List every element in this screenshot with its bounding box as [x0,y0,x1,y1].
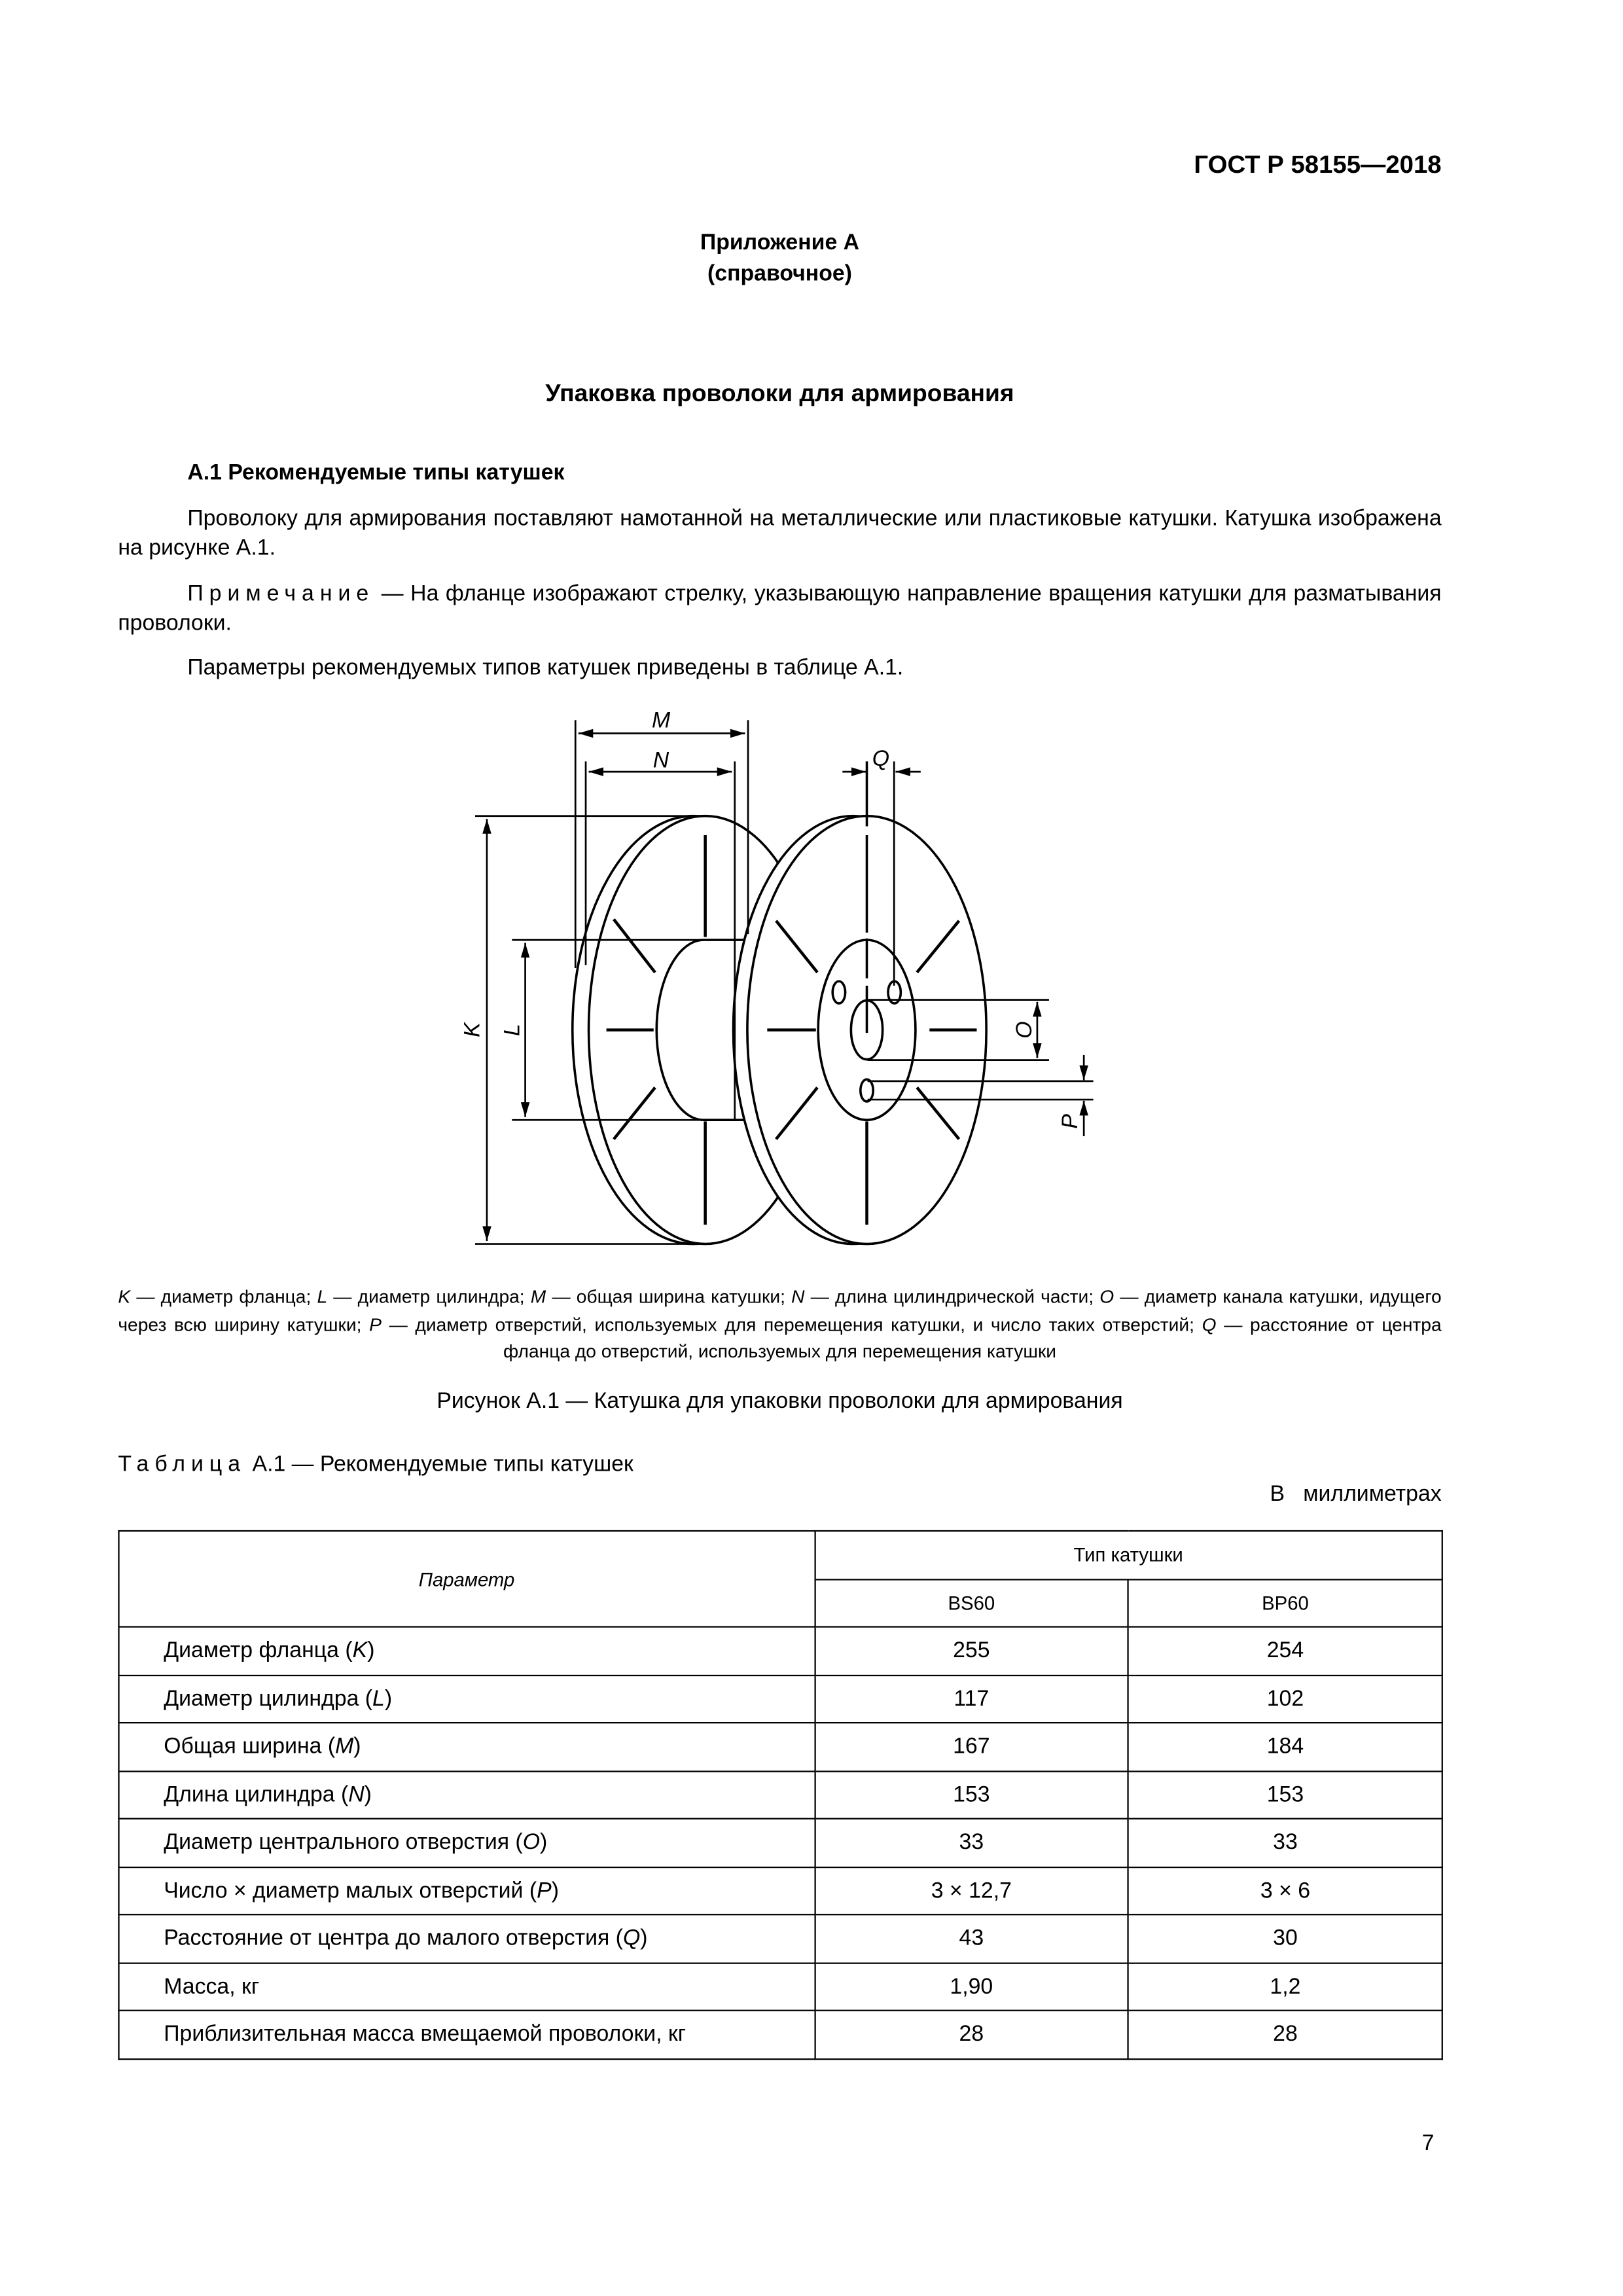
label-m: M [651,708,671,733]
value-cell: 254 [1128,1627,1442,1675]
parameter-cell [118,1770,814,1818]
legend-description: — расстояние от центра фланца до отверстий, используемых для перемещения катушки [503,1314,1442,1362]
legend-description: — диаметр цилиндра; [327,1286,531,1308]
note-label: Примечание [187,581,375,607]
legend-symbol: L [317,1286,328,1308]
table-title-text: А.1 — Рекомендуемые типы катушек [246,1452,633,1477]
value-cell: 33 [815,1819,1129,1867]
parameter-cell [118,1819,814,1867]
table-row [118,1723,1442,1770]
parameter-pre: Диаметр фланца ( [164,1638,353,1664]
column-header-bs60: BS60 [815,1579,1129,1626]
legend-description: — диаметр отверстий, используемых для перемещения катушки, и число таких отверстий; [381,1314,1202,1335]
value-cell: 43 [815,1914,1129,1962]
appendix-title: Приложение А [700,230,860,256]
note-text: — На фланце изображают стрелку, указывающую направление вращения катушки для разматывания проволоки. [118,581,1442,636]
parameter-post: ) [640,1926,648,1952]
legend-symbol: N [791,1286,805,1308]
value-cell: 153 [1128,1770,1442,1818]
section-title: Упаковка проволоки для армирования [545,380,1014,408]
table-row [118,1770,1442,1818]
label-k: K [459,1022,485,1037]
table-row [118,2011,1442,2058]
parameter-pre: Длина цилиндра ( [164,1782,349,1808]
legend-description: — длина цилиндрической части; [804,1286,1100,1308]
parameter-post: ) [364,1782,372,1808]
parameter-cell [118,1675,814,1723]
units-note: В миллиметрах [1270,1481,1442,1507]
legend-symbol: K [118,1286,131,1308]
parameter-pre: Диаметр центрального отверстия ( [164,1830,523,1856]
parameter-sym: O [522,1830,541,1856]
parameter-sym: P [537,1878,552,1903]
parameter-pre: Приблизительная масса вмещаемой проволоки, кг [164,2022,687,2047]
parameter-sym: L [372,1686,385,1712]
table-row [118,1914,1442,1962]
value-cell: 28 [1128,2011,1442,2058]
column-header-parameter: Параметр [118,1531,814,1627]
parameter-cell [118,1627,814,1675]
parameter-pre: Расстояние от центра до малого отверстия ( [164,1926,623,1952]
spool-types-table [118,1530,1443,2059]
parameter-post: ) [367,1638,375,1664]
parameter-post: ) [540,1830,548,1856]
paragraph: Параметры рекомендуемых типов катушек приведены в таблице А.1. [187,655,904,681]
appendix-kind: (справочное) [707,261,852,287]
value-cell: 255 [815,1627,1129,1675]
paragraph: Проволоку для армирования поставляют намотанной на металлические или пластиковые катушки. Катушка изображена на рисунке А.1. [118,506,1442,561]
value-cell: 3 × 12,7 [815,1867,1129,1914]
parameter-sym: Q [622,1926,641,1952]
parameter-post: ) [353,1734,361,1759]
parameter-cell [118,1867,814,1914]
value-cell: 33 [1128,1819,1442,1867]
parameter-pre: Общая ширина ( [164,1734,336,1759]
value-cell: 117 [815,1675,1129,1723]
table-header-row [118,1531,1442,1579]
parameter-cell [118,2011,814,2058]
legend-symbol: M [530,1286,546,1308]
label-n: N [652,747,669,773]
label-o: O [1011,1021,1037,1039]
table-row [118,1627,1442,1675]
table-row [118,1867,1442,1914]
table-label: Таблица [118,1452,247,1477]
subsection-title: А.1 Рекомендуемые типы катушек [187,460,565,486]
figure-caption: Рисунок А.1 — Катушка для упаковки проволоки для армирования [437,1388,1123,1414]
document-code: ГОСТ Р 58155—2018 [1194,150,1442,179]
legend-symbol: P [369,1314,382,1335]
parameter-sym: M [335,1734,354,1759]
value-cell: 102 [1128,1675,1442,1723]
value-cell: 153 [815,1770,1129,1818]
legend-description: — общая ширина катушки; [546,1286,792,1308]
figure-legend [118,1283,1441,1365]
table-row [118,1962,1442,2010]
parameter-cell [118,1914,814,1962]
value-cell: 167 [815,1723,1129,1770]
value-cell: 28 [815,2011,1129,2058]
parameter-pre: Число × диаметр малых отверстий ( [164,1878,537,1903]
legend-description: — диаметр фланца; [130,1286,317,1308]
table-row [118,1675,1442,1723]
page-number: 7 [1421,2130,1435,2156]
parameter-post: ) [551,1878,559,1903]
label-l: L [499,1024,525,1037]
parameter-pre: Диаметр цилиндра ( [164,1686,373,1712]
value-cell: 1,2 [1128,1962,1442,2010]
table-row [118,1819,1442,1867]
parameter-cell [118,1723,814,1770]
label-p: P [1057,1114,1082,1129]
label-q: Q [872,746,890,772]
column-header-bp60: BP60 [1128,1579,1442,1626]
legend-symbol: Q [1202,1314,1217,1335]
parameter-pre: Масса, кг [164,1973,260,2000]
value-cell: 184 [1128,1723,1442,1770]
parameter-sym: N [348,1782,365,1808]
table-title [118,1452,633,1477]
legend-symbol: O [1099,1286,1115,1308]
value-cell: 3 × 6 [1128,1867,1442,1914]
column-header-spool-type: Тип катушки [815,1531,1442,1579]
legend-description: — диаметр канала катушки, идущего через всю ширину катушки; [118,1286,1442,1335]
value-cell: 30 [1128,1914,1442,1962]
parameter-post: ) [384,1686,393,1712]
parameter-sym: K [352,1638,368,1664]
value-cell: 1,90 [815,1962,1129,2010]
parameter-cell [118,1962,814,2010]
